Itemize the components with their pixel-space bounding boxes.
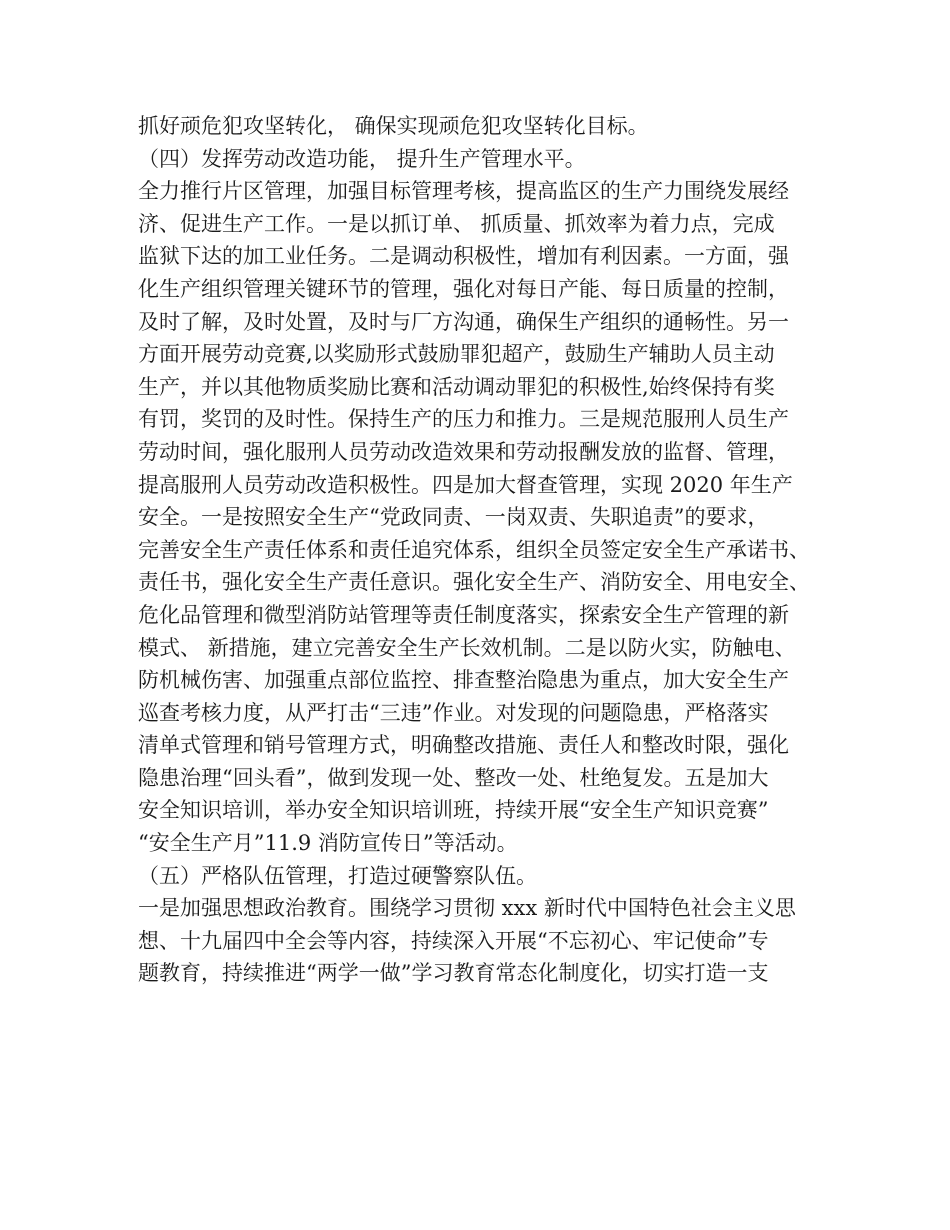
section-heading-five: （五）严格队伍管理，打造过硬警察队伍。 — [138, 863, 537, 888]
text-line: “安全生产月”11.9 消防宣传日”等活动。 — [138, 831, 518, 856]
text-line: 监狱下达的加工业任务。二是调动积极性，增加有利因素。一方面，强 — [138, 244, 789, 269]
text-line: 危化品管理和微型消防站管理等责任制度落实，探索安全生产管理的新 — [138, 602, 789, 627]
text-line: 安全知识培训，举办安全知识培训班，持续开展“安全生产知识竞赛” — [138, 798, 769, 823]
text-line: 安全。一是按照安全生产“党政同责、一岗双责、失职追责”的要求， — [138, 505, 769, 530]
text-line: 化生产组织管理关键环节的管理，强化对每日产能、每日质量的控制， — [138, 276, 789, 301]
text-line: 济、促进生产工作。一是以抓订单、 抓质量、抓效率为着力点，完成 — [138, 211, 775, 236]
text-line: 题教育，持续推进“两学一做”学习教育常态化制度化，切实打造一支 — [138, 961, 769, 986]
text-line: 提高服刑人员劳动改造积极性。四是加大督查管理，实现 2020 年生产 — [138, 472, 793, 497]
text-line: 责任书，强化安全生产责任意识。强化安全生产、消防安全、用电安全、 — [138, 570, 810, 595]
text-line: 完善安全生产责任体系和责任追究体系，组织全员签定安全生产承诺书、 — [138, 537, 810, 562]
text-line: 清单式管理和销号管理方式，明确整改措施、责任人和整改时限，强化 — [138, 733, 789, 758]
text-line: 生产，并以其他物质奖励比赛和活动调动罪犯的积极性,始终保持有奖 — [138, 374, 775, 399]
text-line: 及时了解，及时处置，及时与厂方沟通，确保生产组织的通畅性。另一 — [138, 309, 789, 334]
body-text — [138, 110, 838, 990]
text-line: 劳动时间，强化服刑人员劳动改造效果和劳动报酬发放的监督、管理， — [138, 439, 789, 464]
text-line: 巡查考核力度，从严打击“三违”作业。对发现的问题隐患，严格落实 — [138, 700, 769, 725]
text-line: 防机械伤害、加强重点部位监控、排查整治隐患为重点，加大安全生产 — [138, 668, 789, 693]
text-line: 隐患治理“回头看”，做到发现一处、整改一处、杜绝复发。五是加大 — [138, 765, 769, 790]
section-heading-four: （四）发挥劳动改造功能， 提升生产管理水平。 — [138, 146, 586, 171]
text-line: 有罚，奖罚的及时性。保持生产的压力和推力。三是规范服刑人员生产 — [138, 407, 789, 432]
text-line: 全力推行片区管理，加强目标管理考核，提高监区的生产力围绕发展经 — [138, 179, 789, 204]
text-line: 一是加强思想政治教育。围绕学习贯彻 xxx 新时代中国特色社会主义思 — [138, 896, 796, 921]
text-line: 抓好顽危犯攻坚转化， 确保实现顽危犯攻坚转化目标。 — [138, 114, 649, 138]
text-line: 方面开展劳动竞赛,以奖励形式鼓励罪犯超产，鼓励生产辅助人员主动 — [138, 342, 775, 367]
text-line: 想、十九届四中全会等内容，持续深入开展“不忘初心、牢记使命”专 — [138, 928, 769, 953]
text-line: 模式、 新措施，建立完善安全生产长效机制。二是以防火实，防触电、 — [138, 635, 796, 660]
